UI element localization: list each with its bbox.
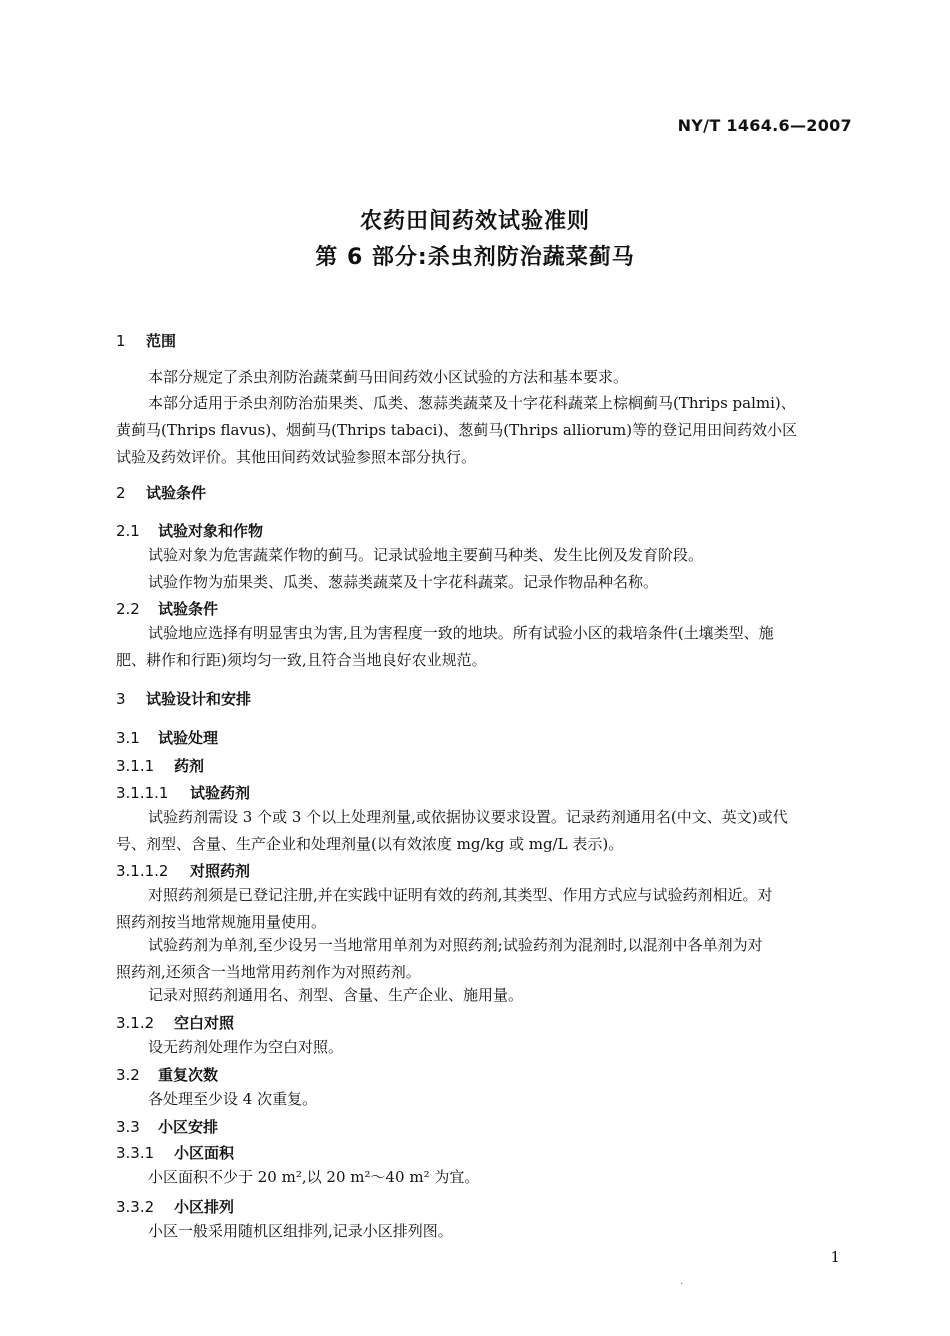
section-number: 3 bbox=[116, 690, 126, 708]
text-line: 小区一般采用随机区组排列,记录小区排列图。 bbox=[148, 1222, 453, 1240]
section-number: 3.1.1.2 bbox=[116, 862, 169, 880]
section-3-1-1-2-heading bbox=[116, 860, 250, 881]
section-number: 3.3 bbox=[116, 1118, 140, 1136]
text-line: 试验药剂需设 3 个或 3 个以上处理剂量,或依据协议要求设置。记录药剂通用名(中文、英文)或代 bbox=[148, 808, 788, 826]
section-3-1-1-1-heading bbox=[116, 782, 250, 803]
section-3-2-paragraph bbox=[116, 1086, 856, 1113]
section-3-3-2-paragraph bbox=[116, 1218, 856, 1245]
section-3-1-1-2-paragraph-3 bbox=[116, 982, 856, 1009]
text-line: 设无药剂处理作为空白对照。 bbox=[148, 1038, 344, 1056]
page-number: 1 bbox=[830, 1248, 840, 1266]
text-line: 照药剂,还须含一当地常用药剂作为对照药剂。 bbox=[116, 963, 421, 981]
section-2-2-paragraph bbox=[116, 620, 856, 674]
standard-code: NY/T 1464.6—2007 bbox=[677, 116, 852, 135]
section-title: 对照药剂 bbox=[190, 862, 251, 880]
section-number: 3.3.1 bbox=[116, 1144, 155, 1162]
section-3-1-1-1-paragraph bbox=[116, 804, 856, 858]
text-line: 试验及药效评价。其他田间药效试验参照本部分执行。 bbox=[116, 448, 477, 466]
section-title: 小区面积 bbox=[174, 1144, 235, 1162]
text-line: 照药剂按当地常规施用量使用。 bbox=[116, 913, 327, 931]
section-title: 试验设计和安排 bbox=[146, 690, 252, 708]
section-title: 范围 bbox=[146, 332, 177, 350]
section-number: 3.1.2 bbox=[116, 1014, 155, 1032]
section-2-1-heading bbox=[116, 520, 263, 541]
section-number: 2.2 bbox=[116, 600, 140, 618]
text-line: 号、剂型、含量、生产企业和处理剂量(以有效浓度 mg/kg 或 mg/L 表示)。 bbox=[116, 835, 624, 853]
text-line: 本部分适用于杀虫剂防治茄果类、瓜类、葱蒜类蔬菜及十字花科蔬菜上棕榈蓟马(Thrips palmi)、 bbox=[148, 394, 796, 412]
section-3-3-1-heading bbox=[116, 1142, 234, 1163]
section-title: 重复次数 bbox=[158, 1066, 219, 1084]
section-title: 试验处理 bbox=[158, 729, 219, 747]
section-number: 3.2 bbox=[116, 1066, 140, 1084]
section-title: 试验对象和作物 bbox=[158, 522, 264, 540]
section-2-1-paragraphs bbox=[116, 542, 856, 596]
text-line: 黄蓟马(Thrips flavus)、烟蓟马(Thrips tabaci)、葱蓟马(Thrips alliorum)等的登记用田间药效小区 bbox=[116, 421, 798, 439]
text-line: 小区面积不少于 20 m²,以 20 m²～40 m² 为宜。 bbox=[148, 1168, 480, 1186]
section-2-heading bbox=[116, 482, 206, 503]
section-number: 3.1 bbox=[116, 729, 140, 747]
text-line: 记录对照药剂通用名、剂型、含量、生产企业、施用量。 bbox=[148, 986, 524, 1004]
section-3-3-2-heading bbox=[116, 1196, 234, 1217]
section-3-1-1-heading bbox=[116, 755, 204, 776]
section-1-heading bbox=[116, 330, 176, 351]
section-title: 试验药剂 bbox=[190, 784, 251, 802]
section-3-3-heading bbox=[116, 1116, 218, 1137]
section-title: 试验条件 bbox=[158, 600, 219, 618]
section-number: 2 bbox=[116, 484, 126, 502]
text-line: 对照药剂须是已登记注册,并在实践中证明有效的药剂,其类型、作用方式应与试验药剂相近。对 bbox=[148, 886, 773, 904]
section-3-1-2-paragraph bbox=[116, 1034, 856, 1061]
section-title: 小区排列 bbox=[174, 1198, 235, 1216]
section-number: 3.1.1 bbox=[116, 757, 155, 775]
section-title: 小区安排 bbox=[158, 1118, 219, 1136]
section-number: 1 bbox=[116, 332, 126, 350]
text-line: 试验作物为茄果类、瓜类、葱蒜类蔬菜及十字花科蔬菜。记录作物品种名称。 bbox=[148, 573, 659, 591]
section-3-1-1-2-paragraph-2 bbox=[116, 932, 856, 986]
document-subtitle: 第 6 部分:杀虫剂防治蔬菜蓟马 bbox=[315, 245, 635, 270]
section-number: 3.1.1.1 bbox=[116, 784, 169, 802]
section-number: 2.1 bbox=[116, 522, 140, 540]
document-title: 农药田间药效试验准则 bbox=[359, 209, 590, 234]
section-2-2-heading bbox=[116, 598, 218, 619]
section-title: 试验条件 bbox=[146, 484, 207, 502]
text-line: 试验药剂为单剂,至少设另一当地常用单剂为对照药剂;试验药剂为混剂时,以混剂中各单剂为对 bbox=[148, 936, 763, 954]
section-3-2-heading bbox=[116, 1064, 218, 1085]
text-line: 本部分规定了杀虫剂防治蔬菜蓟马田间药效小区试验的方法和基本要求。 bbox=[148, 368, 629, 386]
section-3-heading bbox=[116, 688, 251, 709]
section-1-paragraph-2 bbox=[116, 390, 856, 471]
section-3-1-heading bbox=[116, 727, 218, 748]
scan-mark: . bbox=[680, 1276, 684, 1287]
text-line: 肥、耕作和行距)须均匀一致,且符合当地良好农业规范。 bbox=[116, 651, 487, 669]
section-number: 3.3.2 bbox=[116, 1198, 155, 1216]
text-line: 各处理至少设 4 次重复。 bbox=[148, 1090, 318, 1108]
section-1-paragraph-1 bbox=[116, 364, 856, 391]
section-title: 药剂 bbox=[174, 757, 205, 775]
section-title: 空白对照 bbox=[174, 1014, 235, 1032]
section-3-3-1-paragraph bbox=[116, 1164, 856, 1191]
text-line: 试验对象为危害蔬菜作物的蓟马。记录试验地主要蓟马种类、发生比例及发育阶段。 bbox=[148, 546, 704, 564]
section-3-1-2-heading bbox=[116, 1012, 234, 1033]
section-3-1-1-2-paragraph-1 bbox=[116, 882, 856, 936]
text-line: 试验地应选择有明显害虫为害,且为害程度一致的地块。所有试验小区的栽培条件(土壤类型、施 bbox=[148, 624, 774, 642]
